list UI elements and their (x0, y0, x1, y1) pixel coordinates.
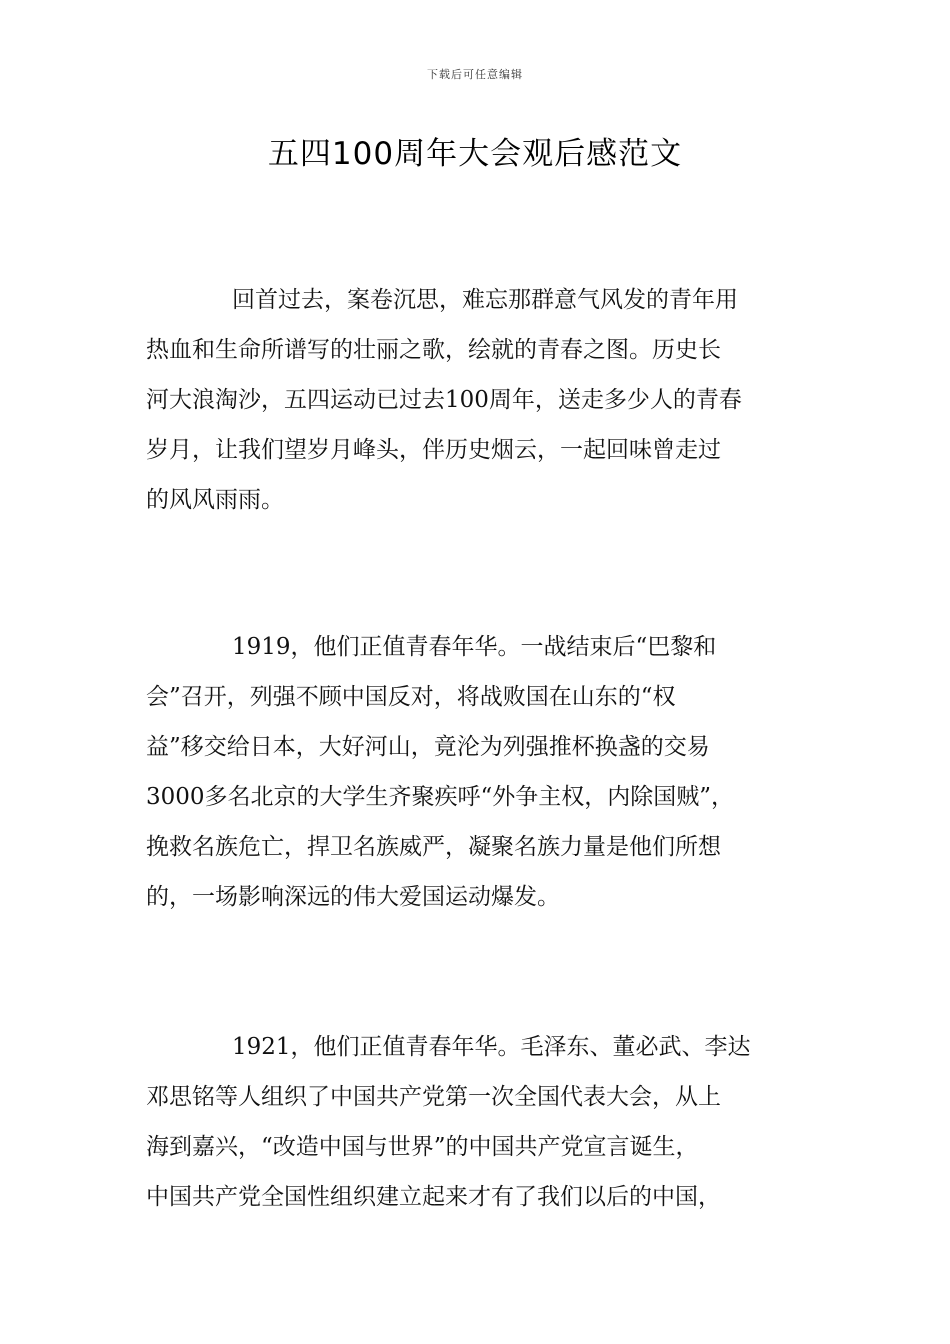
header-note: 下载后可任意编辑 (427, 68, 523, 81)
paragraph-line: 3000多名北京的大学生齐聚疾呼“外争主权，内除国贼”， (146, 784, 735, 810)
paragraph-line: 会”召开，列强不顾中国反对，将战败国在山东的“权 (146, 684, 676, 710)
document-title: 五四100周年大会观后感范文 (267, 136, 683, 172)
paragraph-line: 岁月，让我们望岁月峰头，伴历史烟云，一起回味曾走过 (146, 437, 721, 463)
paragraph-line: 热血和生命所谱写的壮丽之歌，绘就的青春之图。历史长 (146, 337, 721, 363)
paragraph-line: 益”移交给日本，大好河山，竟沦为列强推杯换盏的交易 (146, 734, 710, 760)
paragraph-line: 回首过去，案卷沉思，难忘那群意气风发的青年用 (232, 287, 738, 313)
paragraph-line: 邓思铭等人组织了中国共产党第一次全国代表大会，从上 (146, 1084, 721, 1110)
paragraph-line: 的风风雨雨。 (146, 487, 284, 513)
paragraph-3 (146, 1022, 812, 1222)
paragraph-line: 1921，他们正值青春年华。毛泽东、董必武、李达 (232, 1034, 751, 1060)
paragraph-line: 1919，他们正值青春年华。一战结束后“巴黎和 (232, 634, 717, 660)
paragraph-line: 海到嘉兴，“改造中国与世界”的中国共产党宣言诞生， (146, 1134, 699, 1160)
paragraph-2 (146, 622, 812, 922)
paragraph-line: 中国共产党全国性组织建立起来才有了我们以后的中国， (146, 1184, 721, 1210)
paragraph-1 (146, 275, 812, 525)
paragraph-line: 挽救名族危亡，捍卫名族威严，凝聚名族力量是他们所想 (146, 834, 721, 860)
paragraph-line: 的，一场影响深远的伟大爱国运动爆发。 (146, 884, 560, 910)
paragraph-line: 河大浪淘沙，五四运动已过去100周年，送走多少人的青春 (146, 387, 742, 413)
